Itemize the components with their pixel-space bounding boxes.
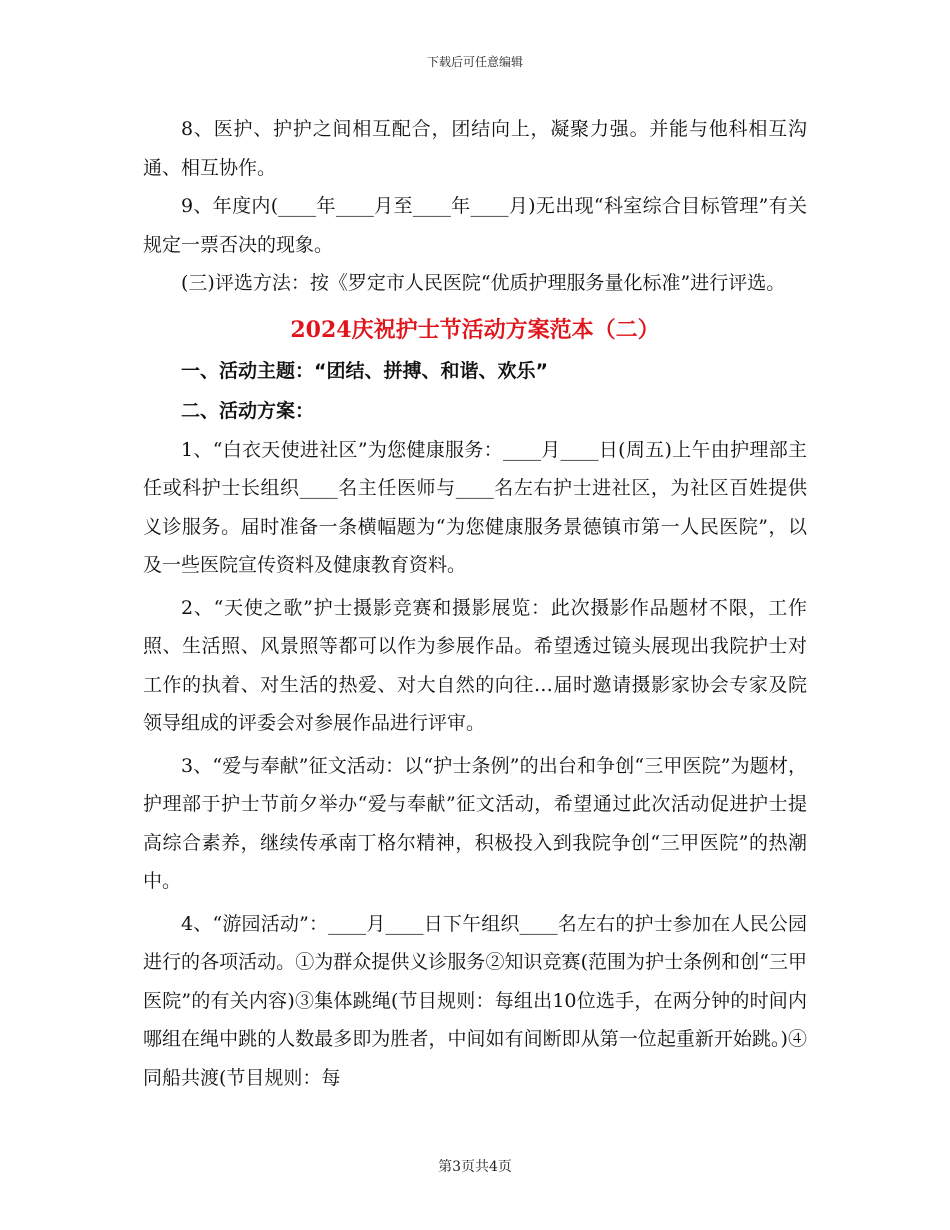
paragraph-evaluation-method: (三)评选方法：按《罗定市人民医院“优质护理服务量化标准”进行评选。 (181, 272, 786, 294)
paragraph-plan-1: 1、“白衣天使进社区”为您健康服务：____月____日(周五)上午由护理部主任或科护士长组织____名主任医师与____名左右护士进社区，为社区百姓提供义诊服务。届时准备一条横幅题为“为您健康服务景德镇市第一人民医院”，以及一些医院宣传资料及健康教育资料。 (143, 438, 807, 576)
heading-activity-theme: 一、活动主题：“团结、拼搏、和谐、欢乐” (181, 359, 548, 382)
paragraph-plan-3: 3、“爱与奉献”征文活动：以“护士条例”的出台和争创“三甲医院”为题材，护理部于护士节前夕举办“爱与奉献”征文活动，希望通过此次活动促进护士提高综合素养，继续传承南丁格尔精神，积极投入到我院争创“三甲医院”的热潮中。 (143, 754, 807, 892)
paragraph-plan-2: 2、“天使之歌”护士摄影竞赛和摄影展览：此次摄影作品题材不限，工作照、生活照、风景照等都可以作为参展作品。希望透过镜头展现出我院护士对工作的执着、对生活的热爱、对大自然的向往…届时邀请摄影家协会专家及院领导组成的评委会对参展作品进行评审。 (143, 596, 807, 734)
section-title: 2024庆祝护士节活动方案范本（二） (290, 316, 660, 343)
document-body (143, 110, 807, 1097)
page-footer: 第3页共4页 (438, 1159, 512, 1175)
heading-activity-plan: 二、活动方案： (181, 399, 315, 422)
paragraph-item-8: 8、医护、护护之间相互配合，团结向上，凝聚力强。并能与他科相互沟通、相互协作。 (143, 118, 807, 179)
paragraph-plan-4: 4、“游园活动”：____月____日下午组织____名左右的护士参加在人民公园进行的各项活动。①为群众提供义诊服务②知识竞赛(范围为护士条例和创“三甲医院”的有关内容)③集体跳绳(节目规则：每组出10位选手，在两分钟的时间内哪组在绳中跳的人数最多即为胜者，中间如有间断即从第一位起重新开始跳。)④同船共渡(节目规则：每 (143, 912, 807, 1089)
page-header: 下载后可任意编辑 (426, 55, 523, 69)
paragraph-item-9: 9、年度内(____年____月至____年____月)无出现“科室综合目标管理”有关规定一票否决的现象。 (143, 195, 807, 256)
